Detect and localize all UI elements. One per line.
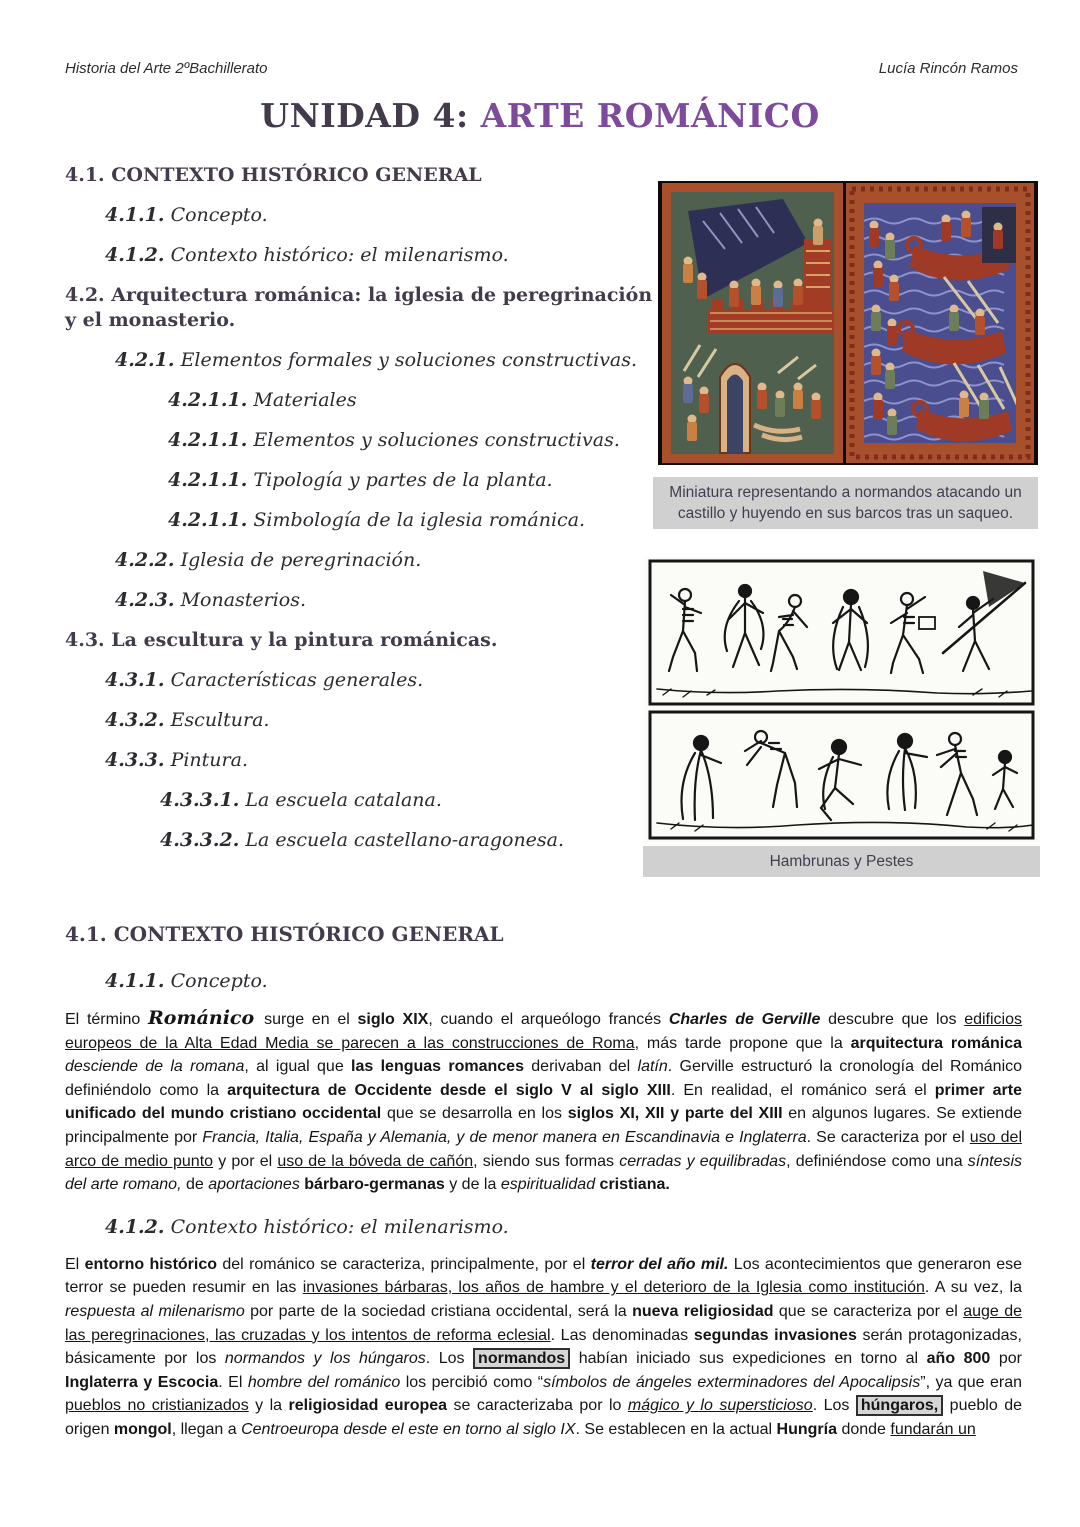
toc-item: 4.2.1.1. Tipología y partes de la planta.	[168, 469, 553, 491]
header-course: Historia del Arte 2ºBachillerato	[65, 60, 268, 77]
subsection-heading-concepto: 4.1.1. Concepto.	[105, 970, 268, 992]
toc-item: 4.3. La escultura y la pintura románicas.	[65, 629, 498, 651]
subsection-heading-milenarismo: 4.1.2. Contexto histórico: el milenarismo.	[105, 1215, 509, 1238]
miniature-normandos-image	[658, 181, 1038, 465]
section-heading: 4.1. CONTEXTO HISTÓRICO GENERAL	[65, 922, 504, 946]
page-title	[0, 96, 1080, 135]
toc-item: 4.3.2. Escultura.	[105, 709, 270, 731]
miniature-left-panel	[662, 183, 843, 463]
toc-item: 4.2.3. Monasterios.	[115, 589, 307, 611]
page-header	[65, 60, 1018, 77]
toc-item: 4.3.3.2. La escuela castellano-aragonesa.	[160, 829, 565, 851]
toc-item: 4.2.1.1. Elementos y soluciones constructivas.	[168, 429, 620, 451]
toc-item: 4.1.1. Concepto.	[105, 204, 268, 226]
toc-item: 4.2. Arquitectura románica: la iglesia de peregrinación y el monasterio.	[65, 284, 653, 331]
section-contexto-historico	[65, 920, 1022, 1442]
hambrunas-pestes-image	[643, 557, 1040, 845]
toc-item: 4.2.1.1. Simbología de la iglesia románica.	[168, 509, 586, 531]
toc-item: 4.1.2. Contexto histórico: el milenarismo.	[105, 244, 509, 266]
toc-item: 4.2.2. Iglesia de peregrinación.	[115, 549, 422, 571]
toc-item: 4.2.1.1. Materiales	[168, 389, 357, 411]
toc-item: 4.3.3. Pintura.	[105, 749, 248, 771]
title-subject: ARTE ROMÁNICO	[480, 96, 820, 135]
toc-item: 4.2.1. Elementos formales y soluciones constructivas.	[115, 349, 638, 371]
miniature-right-panel	[846, 183, 1034, 463]
title-unit: UNIDAD 4:	[260, 96, 481, 135]
paragraph-concepto: El término Románico surge en el siglo XIX, cuando el arqueólogo francés Charles de Gerville descubre que los edificios europeos de la Alta Edad Media se parecen a las construcciones de Roma, más tarde propone que la arquitectura románica desciende de la romana, al igual que las lenguas romances derivaban del latín. Gerville estructuró la cronología del Románico definiéndolo como la arquitectura de Occidente desde el siglo V al siglo XIII. En realidad, el románico será el primer arte unificado del mundo cristiano occidental que se desarrolla en los siglos XI, XII y parte del XIII en algunos lugares. Se extiende principalmente por Francia, Italia, España y Alemania, y de menor manera en Escandinavia e Inglaterra. Se caracteriza por el uso del arco de medio punto y por el uso de la bóveda de cañón, siendo sus formas cerradas y equilibradas, definiéndose como una síntesis del arte romano, de aportaciones bárbaro-germanas y de la espiritualidad cristiana.	[65, 1007, 1023, 1194]
toc-item: 4.1. CONTEXTO HISTÓRICO GENERAL	[65, 164, 482, 186]
header-author: Lucía Rincón Ramos	[878, 60, 1018, 77]
paragraph-milenarismo: El entorno histórico del románico se caracteriza, principalmente, por el terror del año mil. Los acontecimientos que generaron ese terror se pueden resumir en las invasiones bárbaras, los años de hambre y el deterioro de la Iglesia como institución. A su vez, la respuesta al milenarismo por parte de la sociedad cristiana occidental, será la nueva religiosidad que se caracteriza por el auge de las peregrinaciones, las cruzadas y los intentos de reforma eclesial. Las denominadas segundas invasiones serán protagonizadas, básicamente por los normandos y los húngaros. Los normandos habían iniciado sus expediciones en torno al año 800 por Inglaterra y Escocia. El hombre del románico los percibió como “símbolos de ángeles exterminadores del Apocalipsis”, ya que eran pueblos no cristianizados y la religiosidad europea se caracterizaba por lo mágico y lo supersticioso. Los húngaros, pueblo de origen mongol, llegan a Centroeuropa desde el este en torno al siglo IX. Se establecen en la actual Hungría donde fundarán un	[65, 1255, 1023, 1438]
toc-item: 4.3.3.1. La escuela catalana.	[160, 789, 442, 811]
figure-caption-miniatura: Miniatura representando a normandos atacando un castillo y huyendo en sus barcos tras un saqueo.	[653, 477, 1038, 529]
toc-item: 4.3.1. Características generales.	[105, 669, 424, 691]
table-of-contents	[65, 163, 665, 868]
figure-caption-hambrunas: Hambrunas y Pestes	[643, 846, 1040, 877]
